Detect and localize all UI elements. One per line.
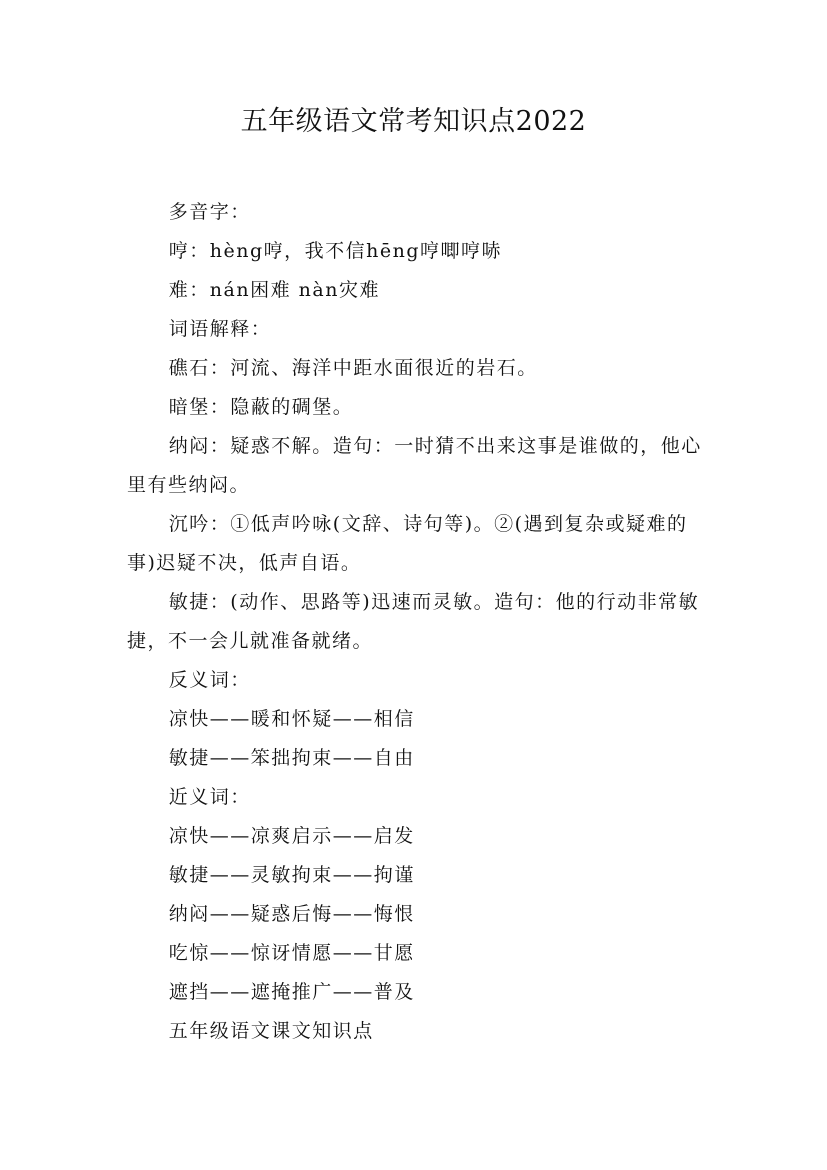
document-body	[127, 193, 715, 1051]
paragraph-antonyms-heading: 反义词：	[168, 669, 251, 691]
paragraph-word-explanation-heading: 词语解释：	[168, 318, 272, 340]
paragraph-anbao: 暗堡：隐蔽的碉堡。	[168, 396, 354, 418]
paragraph-polyphone-heading: 多音字：	[168, 201, 251, 223]
paragraph-synonyms-heading: 近义词：	[168, 786, 251, 808]
paragraph-polyphone-nan: 难：nán困难 nàn灾难	[168, 279, 380, 301]
paragraph-antonym-pair-2: 敏捷——笨拙拘束——自由	[168, 747, 415, 769]
paragraph-antonym-pair-1: 凉快——暖和怀疑——相信	[168, 708, 415, 730]
paragraph-polyphone-heng: 哼：hèng哼，我不信hēng哼唧哼哧	[168, 240, 503, 262]
paragraph-synonym-pair-1: 凉快——凉爽启示——启发	[168, 825, 415, 847]
paragraph-jiaoshi: 礁石：河流、海洋中距水面很近的岩石。	[168, 357, 538, 379]
paragraph-synonym-pair-2: 敏捷——灵敏拘束——拘谨	[168, 864, 415, 886]
paragraph-synonym-pair-5: 遮挡——遮掩推广——普及	[168, 981, 415, 1003]
paragraph-synonym-pair-4: 吃惊——惊讶情愿——甘愿	[168, 942, 415, 964]
paragraph-lesson-knowledge-heading: 五年级语文课文知识点	[168, 1020, 374, 1042]
paragraph-chenyin: 沉吟：①低声吟咏(文辞、诗句等)。②(遇到复杂或疑难的事)迟疑不决，低声自语。	[127, 513, 688, 574]
paragraph-synonym-pair-3: 纳闷——疑惑后悔——悔恨	[168, 903, 415, 925]
document-title: 五年级语文常考知识点2022	[240, 106, 587, 137]
paragraph-namen: 纳闷：疑惑不解。造句：一时猜不出来这事是谁做的，他心里有些纳闷。	[127, 435, 702, 496]
paragraph-minjie: 敏捷：(动作、思路等)迅速而灵敏。造句：他的行动非常敏捷，不一会儿就准备就绪。	[127, 591, 700, 652]
